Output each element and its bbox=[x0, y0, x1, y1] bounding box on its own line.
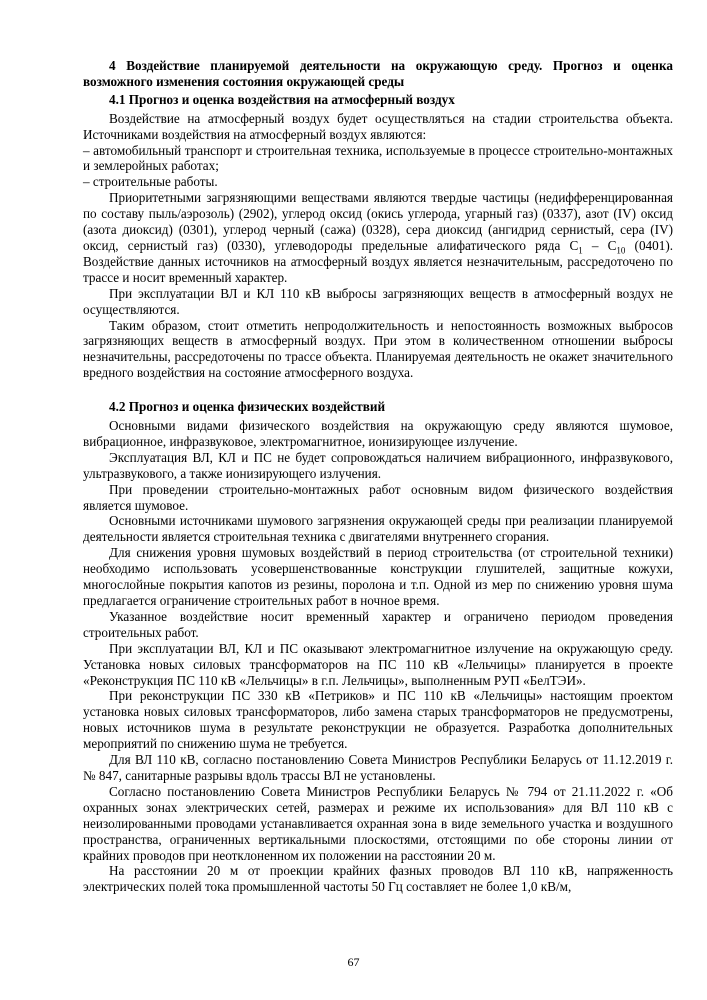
paragraph: Эксплуатация ВЛ, КЛ и ПС не будет сопровождаться наличием вибрационного, инфразвукового, ультразвукового, а также ионизирующего излучения. bbox=[83, 449, 673, 481]
section-heading-4: 4 Воздействие планируемой деятельности на окружающую среду. Прогноз и оценка возможного изменения состояния окружающей среды bbox=[83, 58, 673, 89]
spacer bbox=[83, 381, 673, 397]
paragraph: Таким образом, стоит отметить непродолжительность и непостоянность возможных выбросов загрязняющих веществ в атмосферный воздух. При этом в количественном отношении выбросы незначительны, рассредоточены по трассе объекта. Планируемая деятельность не окажет значительного вредного воздействия на состояние атмосферного воздуха. bbox=[83, 317, 673, 381]
paragraph: Согласно постановлению Совета Министров Республики Беларусь № 794 от 21.11.2022 г. «Об охранных зонах электрических сетей, размерах и режиме их использования» для ВЛ 110 кВ с неизолированными проводами устанавливается охранная зона в виде земельного участка и воздушного пространства, ограниченных вертикальными плоскостями, отстоящими по обе стороны линии от крайних проводов при неотклоненном их положении на расстоянии 20 м. bbox=[83, 783, 673, 863]
paragraph: Приоритетными загрязняющими веществами являются твердые частицы (недифференцированная по составу пыль/аэрозоль) (2902), углерод оксид (окись углерода, угарный газ) (0337), азот (IV) оксид (азота диоксид) (0301), углерод черный (сажа) (0328), сера диоксид (ангидрид сернистый, сера (IV) оксид, сернистый газ) (0330), углеводороды предельные алифатического ряда $C_1 - C_{10}$ (0401). Воздействие данных источников на атмосферный воздух является незначительным, рассредоточено по трассе и носит временный характер. bbox=[83, 190, 674, 285]
paragraph: Воздействие на атмосферный воздух будет осуществляться на стадии строительства объекта. Источниками воздействия на атмосферный воздух являются: bbox=[83, 110, 673, 142]
paragraph: При эксплуатации ВЛ, КЛ и ПС оказывают электромагнитное излучение на окружающую среду. Установка новых силовых трансформаторов на ПС 110 кВ «Лельчицы» планируется в проекте «Реконструкция ПС 110 кВ «Лельчицы» в г.п. Лельчицы», выполненным РУП «БелТЭИ». bbox=[83, 640, 673, 688]
list-item: – автомобильный транспорт и строительная техника, используемые в процессе строительно-монтажных и землеройных работах; bbox=[83, 142, 673, 174]
paragraph: Для снижения уровня шумовых воздействий в период строительства (от строительной техники) необходимо использовать усовершенствованные конструкции глушителей, защитные кожухи, многослойные покрытия капотов из резины, поролона и т.п. Одной из мер по снижению уровня шума предлагается ограничение строительных работ в ночное время. bbox=[83, 545, 673, 608]
section-heading-4-1: 4.1 Прогноз и оценка воздействия на атмосферный воздух bbox=[109, 91, 455, 107]
paragraph: На расстоянии 20 м от проекции крайних фазных проводов ВЛ 110 кВ, напряженность электрических полей тока промышленной частоты 50 Гц составляет не более 1,0 кВ/м, bbox=[83, 863, 673, 895]
paragraph: При проведении строительно-монтажных работ основным видом физического воздействия является шумовое. bbox=[83, 481, 673, 513]
paragraph: При реконструкции ПС 330 кВ «Петриков» и ПС 110 кВ «Лельчицы» настоящим проектом установка новых силовых трансформаторов, либо замена старых трансформаторов не предусмотрены, новых источников шума в результате реконструкции не образуется. Разработка дополнительных мероприятий по снижению шума не требуется. bbox=[83, 688, 673, 752]
paragraph: При эксплуатации ВЛ и КЛ 110 кВ выбросы загрязняющих веществ в атмосферный воздух не осуществляются. bbox=[83, 285, 673, 317]
paragraph: Основными видами физического воздействия на окружающую среду являются шумовое, вибрационное, инфразвуковое, электромагнитное, ионизирующее излучение. bbox=[83, 418, 673, 449]
list-item: – строительные работы. bbox=[83, 174, 218, 190]
page-number: 67 bbox=[347, 955, 360, 969]
document-body bbox=[83, 58, 673, 895]
paragraph: Указанное воздействие носит временный характер и ограничено периодом проведения строительных работ. bbox=[83, 608, 673, 640]
paragraph: Основными источниками шумового загрязнения окружающей среды при реализации планируемой деятельности является строительная техника с двигателями внутреннего сгорания. bbox=[83, 513, 673, 545]
paragraph: Для ВЛ 110 кВ, согласно постановлению Совета Министров Республики Беларусь от 11.12.2019 г. № 847, санитарные разрывы вдоль трассы ВЛ не установлены. bbox=[83, 752, 673, 783]
section-heading-4-2: 4.2 Прогноз и оценка физических воздействий bbox=[109, 399, 386, 415]
